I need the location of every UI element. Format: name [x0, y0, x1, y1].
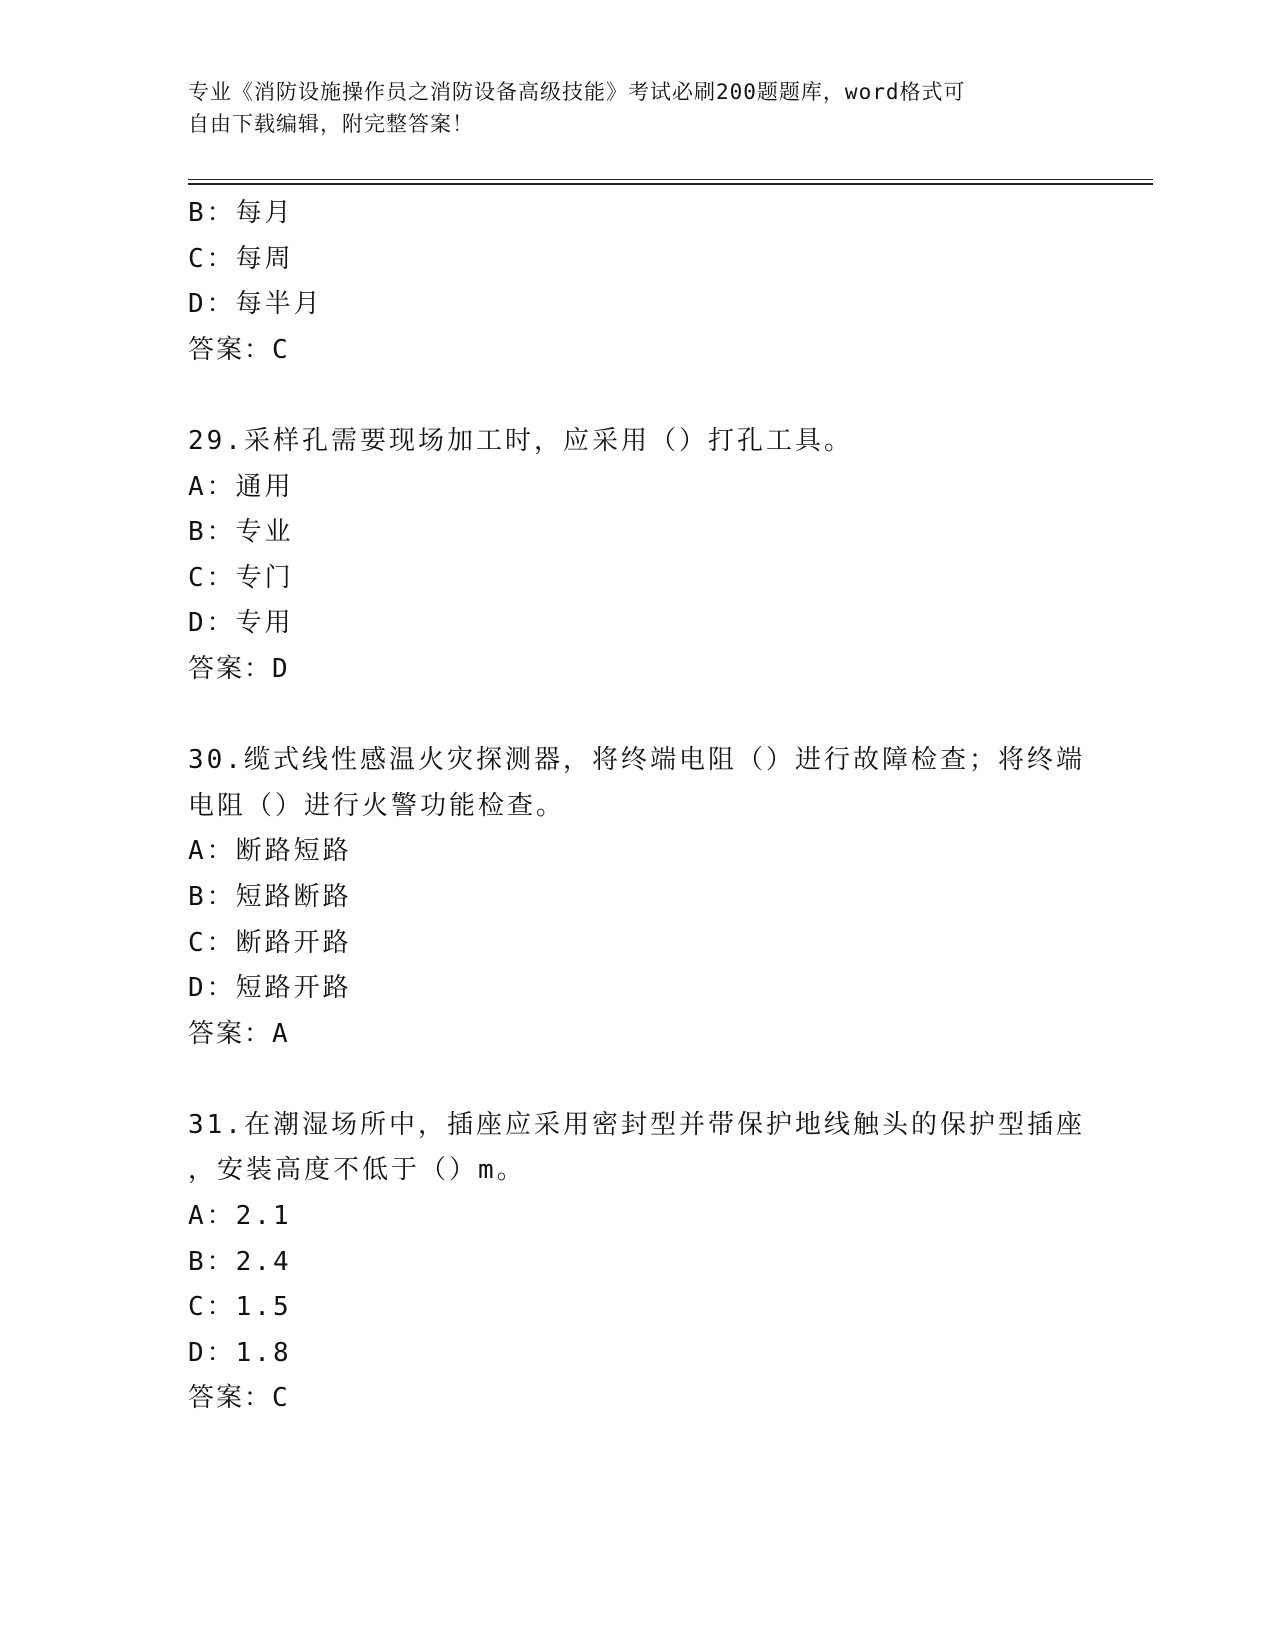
answer-line: 答案：D [188, 653, 290, 684]
answer-line: 答案：C [188, 334, 290, 365]
question-31 [188, 1103, 1088, 1422]
header-line-2: 自由下载编辑，附完整答案！ [188, 112, 474, 136]
option-a: A：2.1 [188, 1201, 292, 1232]
question-text: 29.采样孔需要现场加工时，应采用（）打孔工具。 [188, 425, 853, 456]
option-c: C：断路开路 [188, 927, 352, 958]
question-30 [188, 738, 1088, 1057]
option-c: C：每周 [188, 243, 294, 274]
option-b: B：2.4 [188, 1246, 292, 1277]
question-text-line-1: 31.在潮湿场所中，插座应采用密封型并带保护地线触头的保护型插座 [188, 1109, 1085, 1140]
header-divider-thin [188, 179, 1153, 180]
question-text-line-1: 30.缆式线性感温火灾探测器，将终端电阻（）进行故障检查；将终端 [188, 745, 1085, 776]
option-a: A：通用 [188, 471, 294, 502]
option-d: D：专用 [188, 608, 294, 639]
question-text-line-2: ，安装高度不低于（）m。 [188, 1155, 526, 1186]
option-b: B：每月 [188, 198, 294, 228]
option-a: A：断路短路 [188, 836, 352, 867]
question-text-line-2: 电阻（）进行火警功能检查。 [188, 790, 566, 821]
option-d: D：短路开路 [188, 973, 352, 1004]
option-b: B：短路断路 [188, 881, 352, 912]
document-header [188, 76, 1068, 140]
option-c: C：1.5 [188, 1292, 292, 1323]
answer-line: 答案：A [188, 1018, 290, 1049]
question-29 [188, 419, 1088, 693]
answer-line: 答案：C [188, 1383, 290, 1414]
header-divider-thick [188, 183, 1153, 185]
question-content [188, 191, 1088, 1422]
continued-question [188, 191, 1088, 373]
option-d: D：1.8 [188, 1337, 292, 1368]
option-c: C：专门 [188, 562, 294, 593]
header-line-1: 专业《消防设施操作员之消防设备高级技能》考试必刷200题题库，word格式可 [188, 80, 966, 104]
option-d: D：每半月 [188, 289, 323, 320]
option-b: B：专业 [188, 517, 294, 548]
